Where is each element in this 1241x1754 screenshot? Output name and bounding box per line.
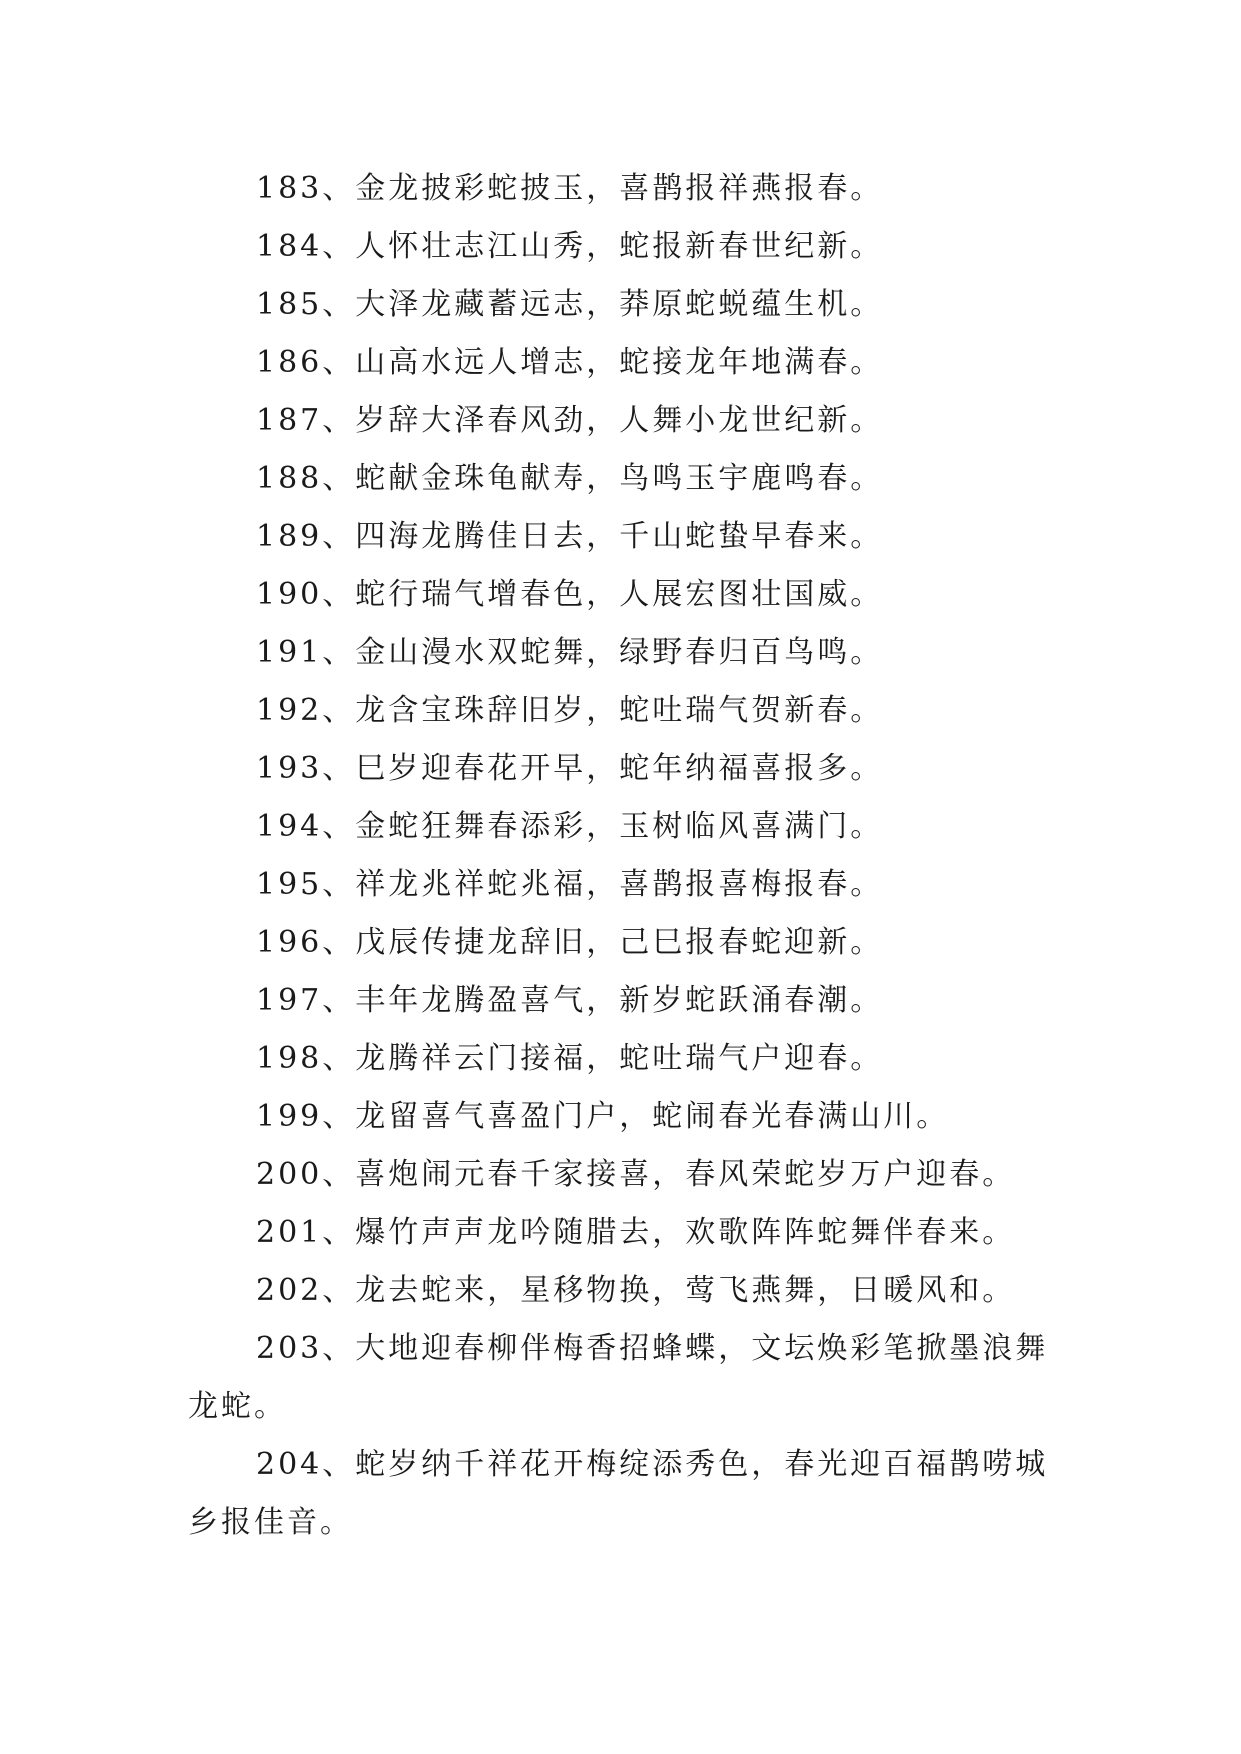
- couplet-203-first-line: 203、大地迎春柳伴梅香招蜂蝶，文坛焕彩笔掀墨浪舞: [256, 1331, 1049, 1366]
- couplet-line-194: 194、金蛇狂舞春添彩，玉树临风喜满门。: [256, 809, 884, 844]
- couplet-line-185: 185、大泽龙藏蓄远志，莽原蛇蜕蕴生机。: [256, 287, 884, 322]
- couplet-list: [188, 160, 1068, 1552]
- couplet-line-184: 184、人怀壮志江山秀，蛇报新春世纪新。: [256, 229, 884, 264]
- couplet-line-200: 200、喜炮闹元春千家接喜，春风荣蛇岁万户迎春。: [256, 1157, 1016, 1192]
- couplet-line-193: 193、巳岁迎春花开早，蛇年纳福喜报多。: [256, 751, 884, 786]
- couplet-line-202: 202、龙去蛇来，星移物换，莺飞燕舞，日暖风和。: [256, 1273, 1016, 1308]
- couplet-204-continuation: 乡报佳音。: [188, 1505, 353, 1540]
- couplet-paragraph-203: [188, 1320, 1068, 1378]
- couplet-line-192: 192、龙含宝珠辞旧岁，蛇吐瑞气贺新春。: [256, 693, 884, 728]
- couplet-line-198: 198、龙腾祥云门接福，蛇吐瑞气户迎春。: [256, 1041, 884, 1076]
- couplet-203-continuation: 龙蛇。: [188, 1389, 287, 1424]
- couplet-line-188: 188、蛇献金珠龟献寿，鸟鸣玉宇鹿鸣春。: [256, 461, 884, 496]
- couplet-line-187: 187、岁辞大泽春风劲，人舞小龙世纪新。: [256, 403, 884, 438]
- couplet-line-199: 199、龙留喜气喜盈门户，蛇闹春光春满山川。: [256, 1099, 950, 1134]
- couplet-line-191: 191、金山漫水双蛇舞，绿野春归百鸟鸣。: [256, 635, 884, 670]
- couplet-line-186: 186、山高水远人增志，蛇接龙年地满春。: [256, 345, 884, 380]
- couplet-line-197: 197、丰年龙腾盈喜气，新岁蛇跃涌春潮。: [256, 983, 884, 1018]
- couplet-line-189: 189、四海龙腾佳日去，千山蛇蛰早春来。: [256, 519, 884, 554]
- couplet-line-183: 183、金龙披彩蛇披玉，喜鹊报祥燕报春。: [256, 171, 884, 206]
- couplet-line-190: 190、蛇行瑞气增春色，人展宏图壮国威。: [256, 577, 884, 612]
- couplet-line-201: 201、爆竹声声龙吟随腊去，欢歌阵阵蛇舞伴春来。: [256, 1215, 1016, 1250]
- couplet-paragraph-204: [188, 1436, 1068, 1494]
- couplet-204-first-line: 204、蛇岁纳千祥花开梅绽添秀色，春光迎百福鹊唠城: [256, 1447, 1049, 1482]
- couplet-line-196: 196、戊辰传捷龙辞旧，己巳报春蛇迎新。: [256, 925, 884, 960]
- couplet-line-195: 195、祥龙兆祥蛇兆福，喜鹊报喜梅报春。: [256, 867, 884, 902]
